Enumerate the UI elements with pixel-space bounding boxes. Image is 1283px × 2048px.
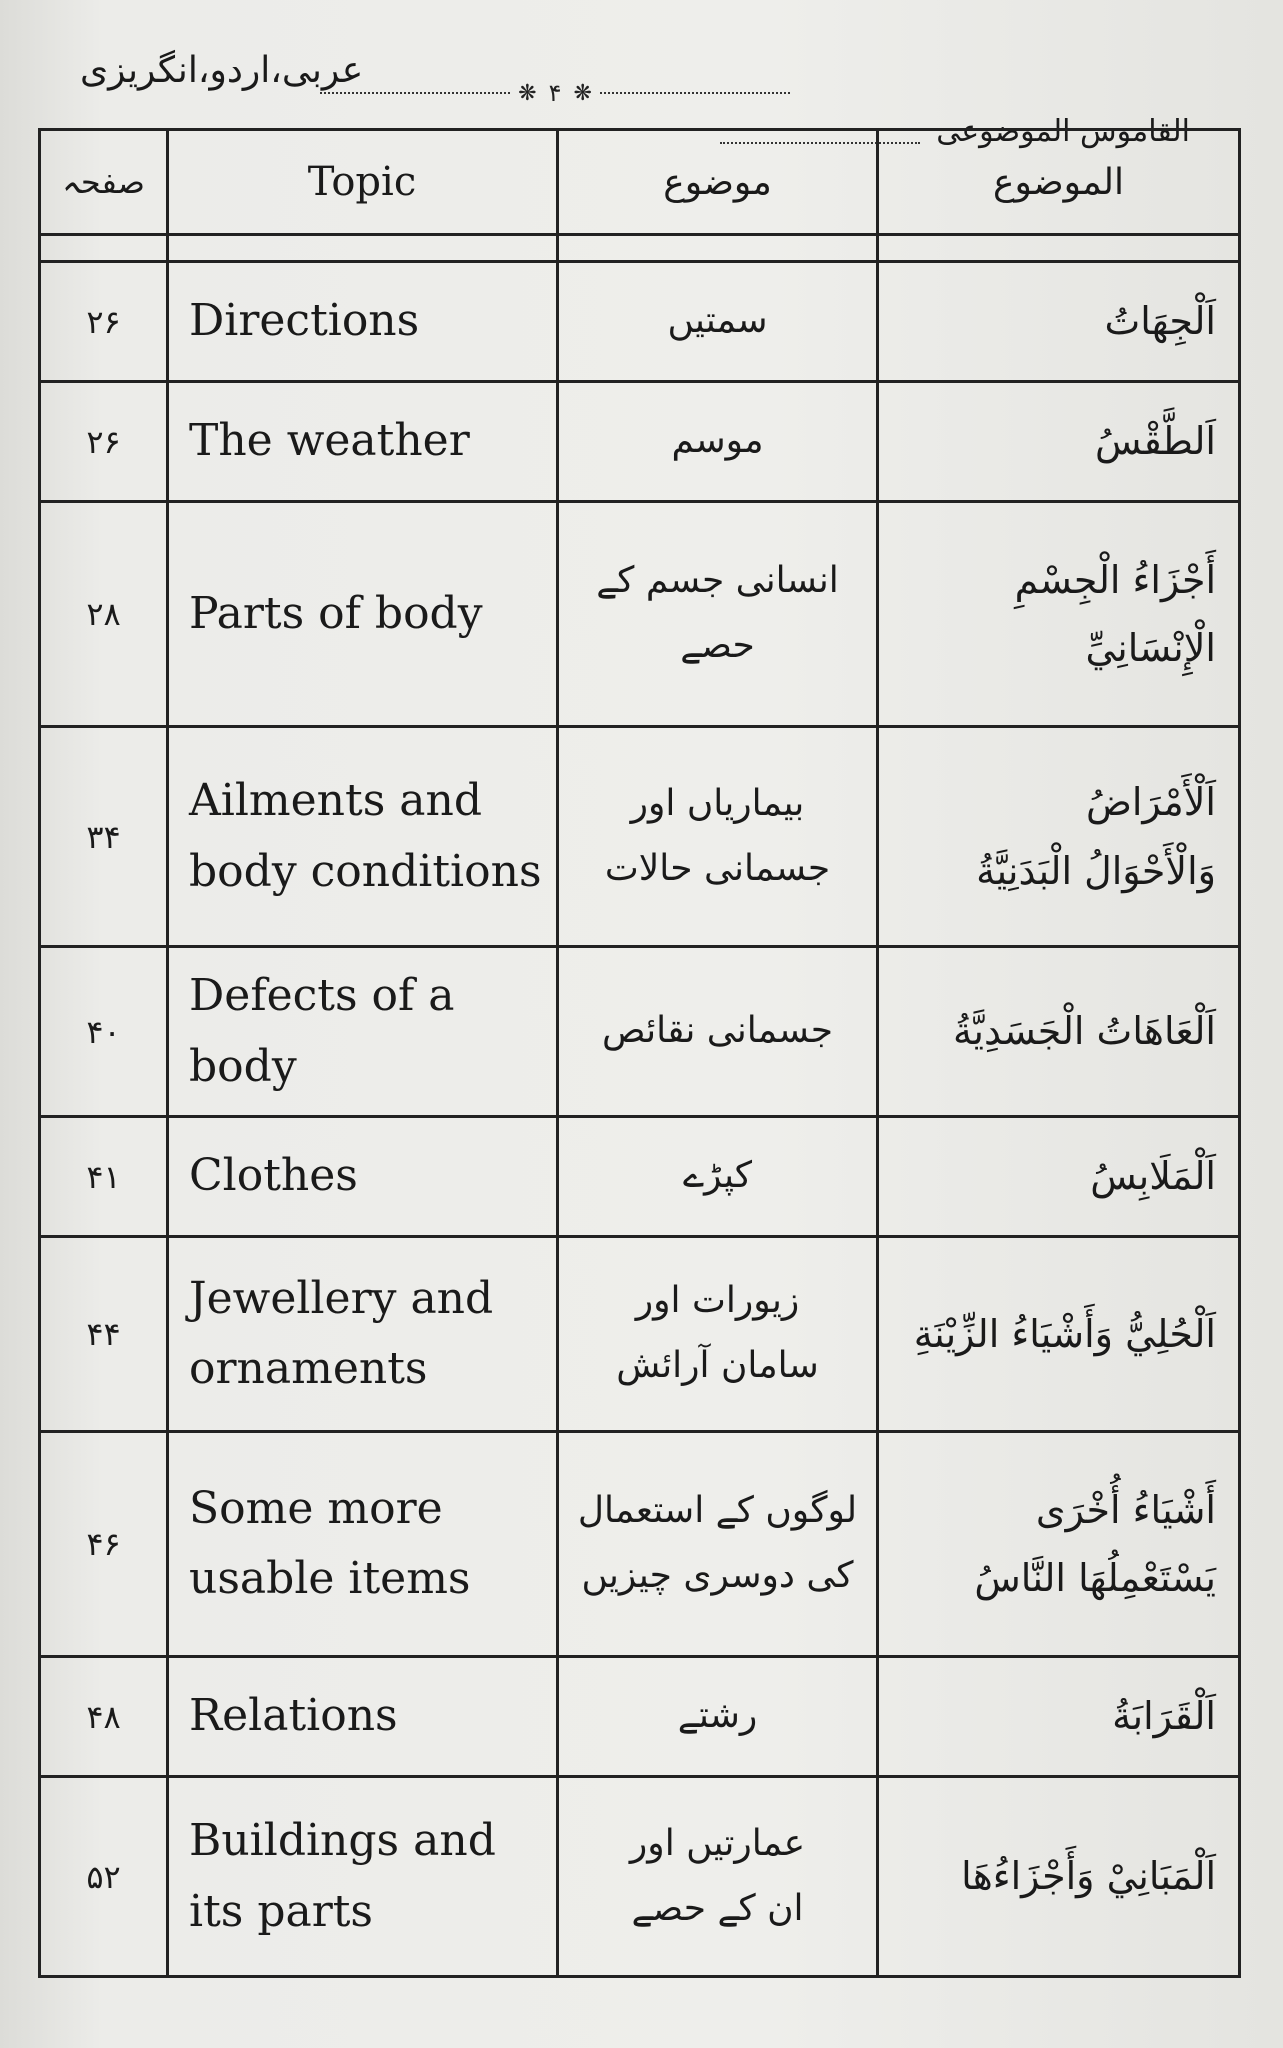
topic-cell-line: Ailments and bbox=[189, 775, 483, 827]
arabic-cell-line: أَشْيَاءُ أُخْرَى bbox=[1035, 1487, 1216, 1532]
page-cell: ۴۶ bbox=[40, 1432, 168, 1657]
topic-cell-line: Some more bbox=[189, 1482, 443, 1534]
arabic-cell bbox=[878, 1117, 1240, 1237]
urdu-cell-line: کی دوسری چیزیں bbox=[581, 1555, 854, 1596]
table-row bbox=[40, 502, 1240, 727]
header-gap-row bbox=[40, 235, 1240, 262]
urdu-cell-line: موسم bbox=[671, 420, 764, 462]
topic-cell-line: Directions bbox=[189, 295, 420, 347]
urdu-cell bbox=[558, 1237, 878, 1432]
urdu-cell bbox=[558, 382, 878, 502]
topic-cell-line: usable items bbox=[189, 1553, 471, 1604]
page-cell: ۴۰ bbox=[40, 947, 168, 1117]
page-cell: ۲۶ bbox=[40, 262, 168, 382]
header-topic: Topic bbox=[168, 130, 558, 235]
ornament-line bbox=[600, 92, 790, 94]
page-cell: ۲۶ bbox=[40, 382, 168, 502]
arabic-cell-line: اَلْمَبَانِيْ وَأَجْزَاءُهَا bbox=[961, 1854, 1216, 1899]
arabic-cell bbox=[878, 1432, 1240, 1657]
topic-cell bbox=[168, 502, 558, 727]
arabic-cell bbox=[878, 262, 1240, 382]
urdu-cell-line: انسانی جسم کے حصے bbox=[596, 560, 839, 666]
topic-cell-line: body bbox=[189, 1040, 297, 1092]
gap-cell bbox=[40, 235, 168, 262]
arabic-cell bbox=[878, 947, 1240, 1117]
topic-cell-line: Buildings and bbox=[189, 1815, 496, 1867]
arabic-cell-line: اَلطَّقْسُ bbox=[1095, 419, 1216, 464]
topic-cell bbox=[168, 947, 558, 1117]
arabic-cell-line: اَلْقَرَابَةُ bbox=[1112, 1694, 1216, 1739]
topic-cell-line: Defects of a bbox=[189, 970, 455, 1022]
gap-cell bbox=[558, 235, 878, 262]
header-left-title: عربی،اردو،انگریزی bbox=[80, 50, 364, 91]
header-right-title: القاموس الموضوعی bbox=[936, 114, 1190, 149]
arabic-cell-line: أَجْزَاءُ الْجِسْمِ bbox=[1014, 557, 1216, 602]
page-cell: ۴۸ bbox=[40, 1657, 168, 1777]
table-row bbox=[40, 947, 1240, 1117]
arabic-cell bbox=[878, 727, 1240, 947]
arabic-cell bbox=[878, 1657, 1240, 1777]
urdu-cell bbox=[558, 1432, 878, 1657]
gap-cell bbox=[168, 235, 558, 262]
urdu-cell-line: ان کے حصے bbox=[631, 1887, 804, 1929]
urdu-cell bbox=[558, 1657, 878, 1777]
arabic-cell bbox=[878, 1237, 1240, 1432]
arabic-cell-line: اَلْأَمْرَاضُ bbox=[1085, 780, 1216, 825]
header-ornament bbox=[320, 79, 790, 107]
gap-cell bbox=[878, 235, 1240, 262]
urdu-cell-line: سمتیں bbox=[667, 300, 768, 342]
urdu-cell-line: سامان آرائش bbox=[616, 1345, 819, 1386]
urdu-cell-line: عمارتیں اور bbox=[629, 1822, 806, 1864]
urdu-cell bbox=[558, 727, 878, 947]
page-cell: ۵۲ bbox=[40, 1777, 168, 1977]
topic-cell bbox=[168, 262, 558, 382]
arabic-cell-line: وَالْأَحْوَالُ الْبَدَنِيَّةُ bbox=[976, 848, 1216, 893]
table-body bbox=[40, 262, 1240, 1977]
topic-cell-line: its parts bbox=[189, 1885, 374, 1937]
table-row bbox=[40, 727, 1240, 947]
urdu-cell bbox=[558, 947, 878, 1117]
urdu-cell-line: کپڑے bbox=[683, 1155, 752, 1197]
header-urdu: موضوع bbox=[558, 130, 878, 235]
urdu-cell bbox=[558, 262, 878, 382]
contents-table bbox=[38, 128, 1241, 1978]
table-row bbox=[40, 1657, 1240, 1777]
topic-cell-line: body conditions bbox=[189, 845, 542, 897]
arabic-cell-line: يَسْتَعْمِلُهَا النَّاسُ bbox=[974, 1556, 1216, 1600]
table-row bbox=[40, 262, 1240, 382]
ornament-icon: ❋ bbox=[573, 80, 592, 106]
arabic-cell-line: اَلْحُلِيُّ وَأَشْيَاءُ الزِّيْنَةِ bbox=[913, 1311, 1216, 1356]
urdu-cell-line: رشتے bbox=[677, 1695, 758, 1737]
table-row bbox=[40, 382, 1240, 502]
arabic-cell-line: اَلْمَلَابِسُ bbox=[1090, 1154, 1216, 1199]
topic-cell bbox=[168, 382, 558, 502]
arabic-cell-line: اَلْجِهَاتُ bbox=[1104, 299, 1216, 344]
urdu-cell bbox=[558, 502, 878, 727]
topic-cell-line: Parts of body bbox=[189, 587, 483, 639]
topic-cell-line: Relations bbox=[189, 1690, 398, 1742]
topic-cell bbox=[168, 1117, 558, 1237]
topic-cell bbox=[168, 1657, 558, 1777]
urdu-cell-line: بیماریاں اور bbox=[630, 782, 805, 824]
topic-cell-line: Jewellery and bbox=[189, 1272, 494, 1324]
arabic-cell bbox=[878, 382, 1240, 502]
topic-cell bbox=[168, 727, 558, 947]
topic-cell bbox=[168, 1432, 558, 1657]
page-cell: ۳۴ bbox=[40, 727, 168, 947]
urdu-cell-line: جسمانی حالات bbox=[604, 847, 831, 889]
urdu-cell bbox=[558, 1777, 878, 1977]
header-page: صفحہ bbox=[40, 130, 168, 235]
topic-cell-line: ornaments bbox=[189, 1343, 428, 1394]
page-cell: ۴۴ bbox=[40, 1237, 168, 1432]
urdu-cell bbox=[558, 1117, 878, 1237]
arabic-cell-line: الْإِنْسَانِيِّ bbox=[1085, 626, 1216, 670]
page-number: ۴ bbox=[548, 79, 562, 107]
header-arabic: الموضوع bbox=[878, 130, 1240, 235]
urdu-cell-line: زیورات اور bbox=[635, 1280, 800, 1322]
page-cell: ۲۸ bbox=[40, 502, 168, 727]
arabic-cell-line: اَلْعَاهَاتُ الْجَسَدِيَّةُ bbox=[953, 1009, 1216, 1054]
topic-cell bbox=[168, 1237, 558, 1432]
table-row bbox=[40, 1432, 1240, 1657]
arabic-cell bbox=[878, 502, 1240, 727]
table-row bbox=[40, 1117, 1240, 1237]
topic-cell-line: Clothes bbox=[189, 1150, 358, 1202]
ornament-icon: ❋ bbox=[518, 80, 537, 106]
table-row bbox=[40, 1237, 1240, 1432]
table-row bbox=[40, 1777, 1240, 1977]
urdu-cell-line: لوگوں کے استعمال bbox=[577, 1490, 858, 1532]
arabic-cell bbox=[878, 1777, 1240, 1977]
table-header-row bbox=[40, 130, 1240, 235]
topic-cell bbox=[168, 1777, 558, 1977]
topic-cell-line: The weather bbox=[189, 415, 470, 467]
page-cell: ۴۱ bbox=[40, 1117, 168, 1237]
ornament-line bbox=[320, 92, 510, 94]
urdu-cell-line: جسمانی نقائص bbox=[602, 1010, 833, 1052]
